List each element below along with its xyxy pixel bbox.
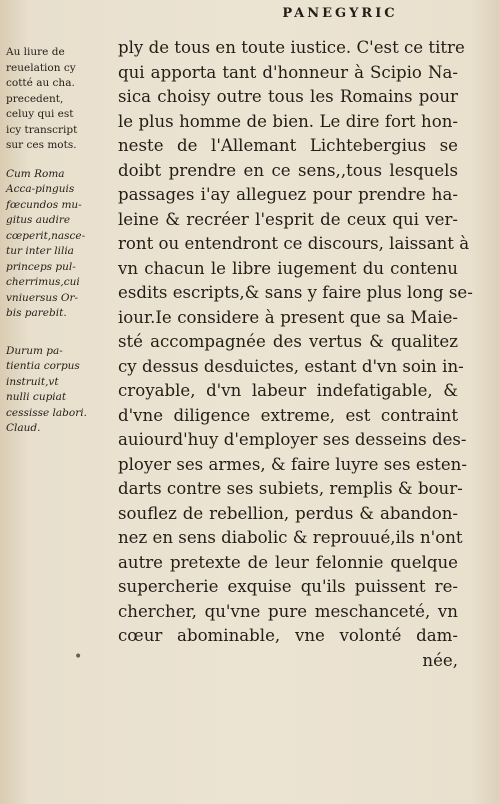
- text-line: passages i'ay alleguez pour prendre ha-: [118, 185, 458, 204]
- text-line: ront ou entendront ce discours, laissant à: [118, 234, 470, 253]
- margin-note-line: celuy qui est: [6, 108, 74, 120]
- margin-note-line: Acca-pinguis: [6, 183, 75, 195]
- text-line: esdits escripts,& sans y faire plus long se-: [118, 283, 473, 302]
- text-line: souflez de rebellion, perdus & abandon-: [118, 503, 458, 523]
- text-line: le plus homme de bien. Le dire fort hon-: [118, 111, 458, 131]
- margin-note-line: sur ces mots.: [6, 139, 77, 151]
- text-line: sté accompagnée des vertus & qualitez: [118, 332, 458, 351]
- text-line: iour.Ie considere à present que sa Maie-: [118, 307, 458, 327]
- margin-note-line: gitus audire: [6, 214, 71, 226]
- margin-note-line: bis parebit.: [6, 307, 67, 319]
- text-line: vn chacun le libre iugement du contenu: [118, 258, 458, 278]
- margin-note-line: cotté au cha.: [6, 77, 75, 89]
- text-line: neste de l'Allemant Lichtebergius se: [118, 136, 458, 155]
- text-line: chercher, qu'vne pure meschanceté, vn: [118, 601, 458, 621]
- margin-note-line: nulli cupiat: [6, 391, 67, 403]
- margin-note-line: cessisse labori.: [6, 406, 87, 419]
- ink-dot-mark: •: [74, 649, 83, 665]
- margin-note-line: Durum pa-: [6, 344, 63, 357]
- margin-note-line: instruit,vt: [6, 375, 59, 388]
- text-line: doibt prendre en ce sens,,tous lesquels: [118, 160, 458, 180]
- margin-note-line: cœperit,nasce-: [6, 229, 86, 242]
- text-line: croyable, d'vn labeur indefatigable, &: [118, 381, 458, 400]
- text-line: auiourd'huy d'employer ses desseins des-: [118, 430, 467, 449]
- margin-note-claudian-quote: [6, 344, 110, 437]
- text-line: cœur abominable, vne volonté dam-: [118, 626, 458, 645]
- margin-note-line: Cum Roma: [6, 167, 65, 180]
- text-line: ployer ses armes, & faire luyre ses esten-: [118, 454, 467, 474]
- text-line: nez en sens diabolic & reprouué,ils n'ont: [118, 528, 463, 547]
- margin-note-line: vniuersus Or-: [6, 291, 79, 304]
- text-line: cy dessus desduictes, estant d'vn soin in-: [118, 356, 464, 376]
- margin-note-line: reuelation cy: [6, 61, 76, 74]
- margin-note-line: icy transcript: [6, 123, 78, 136]
- margin-note-latin-prophecy: [6, 167, 110, 322]
- running-head: PANEGYRIC: [282, 6, 398, 21]
- text-line: ply de tous en toute iustice. C'est ce titre: [118, 38, 465, 57]
- margin-notes: [6, 45, 110, 450]
- margin-note-line: cherrimus,cui: [6, 276, 80, 288]
- margin-note-line: Au liure de: [6, 46, 65, 58]
- margin-note-line: fœcundos mu-: [6, 198, 82, 211]
- text-line: supercherie exquise qu'ils puissent re-: [118, 577, 458, 596]
- main-text-block: [118, 36, 473, 673]
- margin-note-line: princeps pul-: [6, 260, 76, 273]
- margin-note-reference: [6, 45, 110, 154]
- margin-note-line: tientia corpus: [6, 360, 80, 372]
- text-line: leine & recréer l'esprit de ceux qui ver-: [118, 209, 458, 229]
- text-line: darts contre ses subiets, remplis & bour-: [118, 479, 463, 498]
- text-line: d'vne diligence extreme, est contraint: [118, 405, 458, 425]
- text-line: sica choisy outre tous les Romains pour: [118, 87, 458, 106]
- margin-note-line: precedent,: [6, 92, 64, 105]
- margin-note-line: tur inter lilia: [6, 245, 74, 257]
- margin-note-line: Claud.: [6, 422, 41, 434]
- text-line-catchword: née,: [422, 650, 458, 670]
- text-line: autre pretexte de leur felonnie quelque: [118, 552, 458, 572]
- text-line: qui apporta tant d'honneur à Scipio Na-: [118, 62, 458, 82]
